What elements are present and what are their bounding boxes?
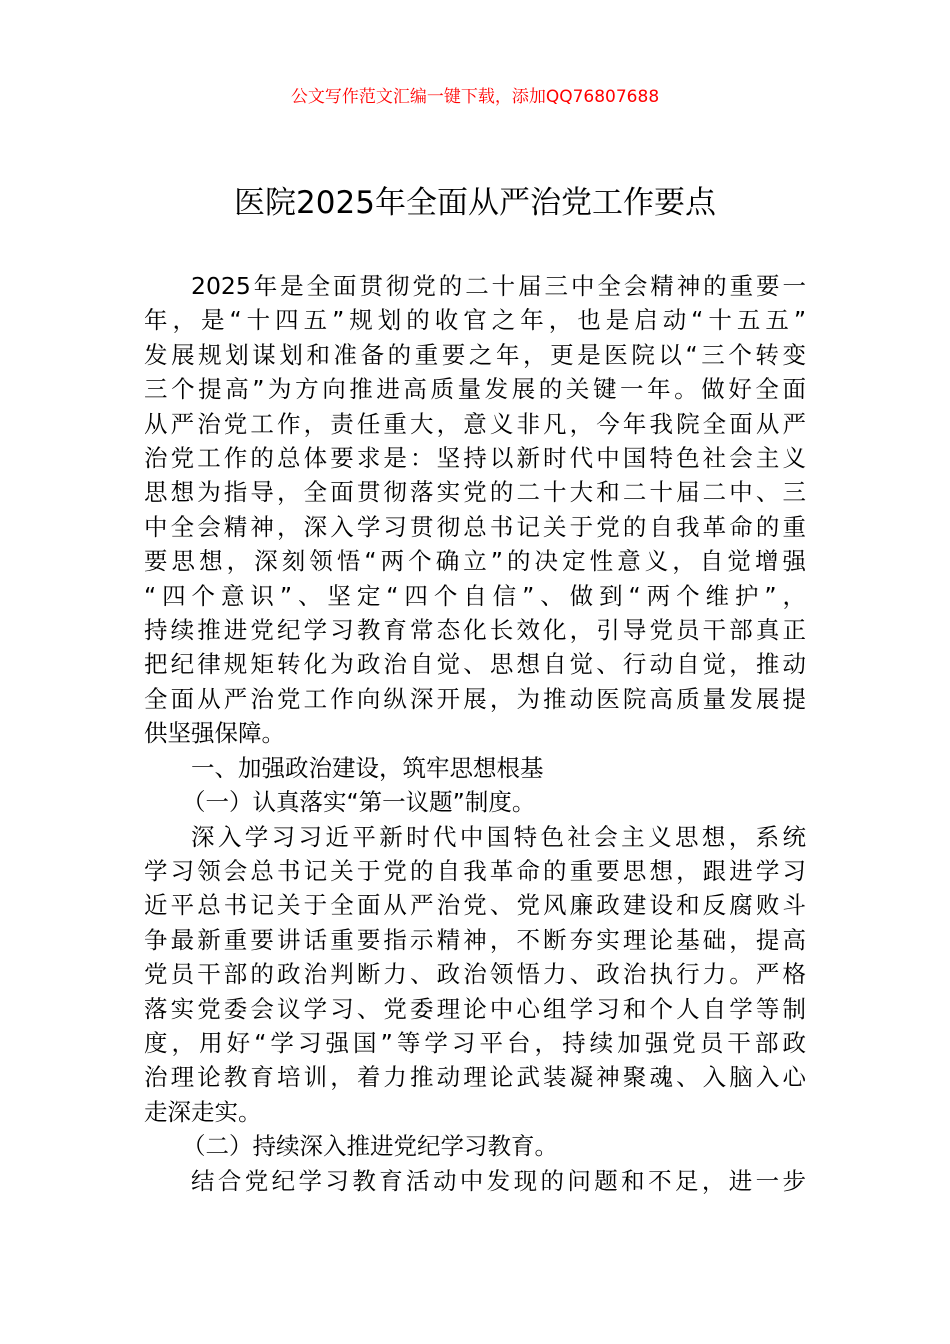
text-line: 要思想，深刻领悟“两个确立”的决定性意义，自觉增强 <box>144 547 806 576</box>
subsection-2-paragraph <box>144 1164 806 1198</box>
document-title: 医院2025年全面从严治党工作要点 <box>234 185 716 221</box>
subsection-1-paragraph <box>144 820 806 1130</box>
text-line: 深入学习习近平新时代中国特色社会主义思想，系统 <box>191 822 806 851</box>
text-line: 2025年是全面贯彻党的二十届三中全会精神的重要一 <box>191 272 806 300</box>
intro-paragraph <box>144 269 806 751</box>
text-line: 持续推进党纪学习教育常态化长效化，引导党员干部真正 <box>144 616 806 645</box>
text-line: 学习领会总书记关于党的自我革命的重要思想，跟进学习 <box>144 856 806 885</box>
text-line: 争最新重要讲话重要指示精神，不断夯实理论基础，提高 <box>144 925 806 954</box>
subsection-heading-2: （二）持续深入推进党纪学习教育。 <box>182 1132 558 1161</box>
text-line: 思想为指导，全面贯彻落实党的二十大和二十届二中、三 <box>144 478 806 507</box>
text-line: 治党工作的总体要求是：坚持以新时代中国特色社会主义 <box>144 444 806 473</box>
text-line: 供坚强保障。 <box>144 719 285 748</box>
text-line: 中全会精神，深入学习贯彻总书记关于党的自我革命的重 <box>144 512 806 541</box>
text-line: 走深走实。 <box>144 1097 262 1126</box>
document-body <box>144 269 806 1198</box>
text-line: 年，是“十四五”规划的收官之年，也是启动“十五五” <box>144 306 806 335</box>
text-line: “四个意识”、坚定“四个自信”、做到“两个维护”， <box>144 581 806 610</box>
subsection-heading-1: （一）认真落实“第一议题”制度。 <box>182 788 536 817</box>
text-line: 度，用好“学习强国”等学习平台，持续加强党员干部政 <box>144 1028 806 1057</box>
section-heading-1: 一、加强政治建设，筑牢思想根基 <box>191 753 544 782</box>
text-line: 把纪律规矩转化为政治自觉、思想自觉、行动自觉，推动 <box>144 650 806 679</box>
text-line: 从严治党工作，责任重大，意义非凡，今年我院全面从严 <box>144 409 806 438</box>
text-line: 全面从严治党工作向纵深开展，为推动医院高质量发展提 <box>144 684 806 713</box>
text-line: 结合党纪学习教育活动中发现的问题和不足，进一步 <box>191 1166 806 1195</box>
watermark-text: 公文写作范文汇编一键下载，添加QQ76807688 <box>290 87 660 107</box>
text-line: 三个提高”为方向推进高质量发展的关键一年。做好全面 <box>144 375 806 404</box>
text-line: 发展规划谋划和准备的重要之年，更是医院以“三个转变 <box>144 340 806 369</box>
text-line: 近平总书记关于全面从严治党、党风廉政建设和反腐败斗 <box>144 891 806 920</box>
text-line: 治理论教育培训，着力推动理论武装凝神聚魂、入脑入心 <box>144 1063 806 1092</box>
text-line: 党员干部的政治判断力、政治领悟力、政治执行力。严格 <box>144 960 806 989</box>
text-line: 落实党委会议学习、党委理论中心组学习和个人自学等制 <box>144 994 806 1023</box>
